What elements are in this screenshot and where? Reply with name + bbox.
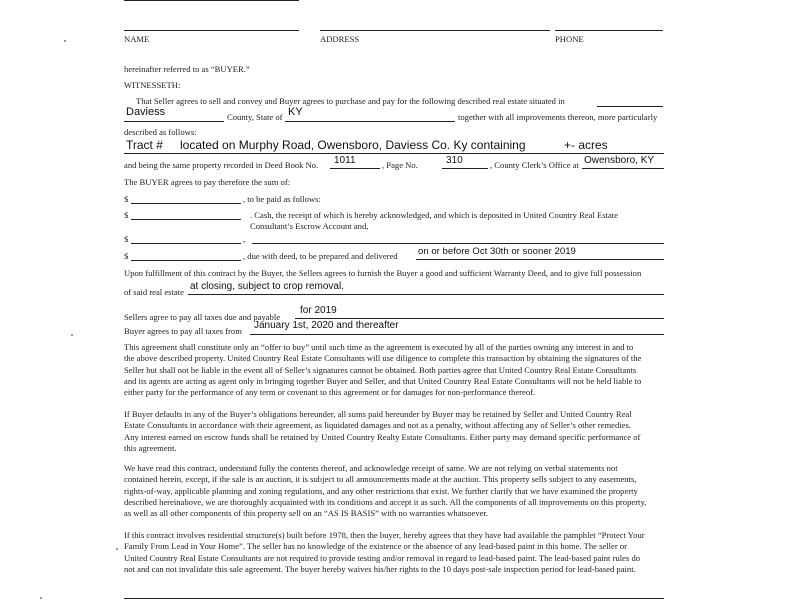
page-label: , Page No. [382, 160, 418, 170]
deed-text: and being the same property recorded in Deed Book No. [124, 160, 319, 170]
due-text: , due with deed, to be prepared and delivered [243, 251, 398, 261]
scan-speck [40, 597, 42, 599]
page-line [442, 168, 488, 169]
tract-value: Tract # [126, 138, 163, 152]
deed-book-line [330, 168, 380, 169]
dollar-sign-1: $ [124, 194, 129, 204]
phone-line [555, 30, 663, 31]
deed-book-value: 1011 [334, 155, 356, 166]
bottom-line [124, 598, 664, 599]
acres-value: +- acres [564, 138, 608, 152]
name-line [124, 0, 299, 1]
acknowledgement-line: We have read this contract, understand fully the contents thereof, and acknowledge receipt of same. We are not relying on verbal statements not [124, 463, 618, 473]
acknowledgement-line: described hereinabove, we are thoroughly acquainted with its conditions and accept it as such. All the components of all improvements on this property, [124, 496, 647, 507]
default-paragraph [124, 409, 640, 454]
clerk-label: , County Clerk’s Office at [490, 160, 579, 170]
county-line [124, 121, 224, 122]
dollar-sign-4: $ [124, 251, 129, 261]
acknowledgement-line: as well as all other components of this property sell on an “AS IS BASIS” with no warranties whatsoever. [124, 508, 488, 519]
cash-text-1: . Cash, the receipt of which is hereby acknowledged, and which is deposited in United Country Real Estate [250, 210, 619, 220]
sum-line [131, 203, 241, 204]
offer-line: and its agents are acting as agent only in bringing together Buyer and Seller, and that United Country Real Estate Consultants will not be held liable to [124, 375, 642, 386]
address-line [320, 30, 550, 31]
cash-text-2: Consultant’s Escrow Account and, [250, 221, 369, 231]
default-line: Any interest earned on escrow funds shall be retained by United Country Realty Estate Consultants. Either party may demand specific performance of [124, 431, 641, 442]
offer-paragraph [124, 342, 641, 398]
name-signature-line [124, 30, 299, 31]
acknowledgement-line: rights-of-way, applicable planning and zoning regulations, and any other restrictions that exist. We further clarify that we have examined the property [124, 485, 638, 496]
comma-3: , [243, 234, 246, 244]
default-line: Estate Consultants in accordance with their agreement, as liquidated damages and not as a penalty, without affecting any of Seller’s other remedies. [124, 420, 631, 431]
default-line: this agreement. [124, 442, 177, 453]
description-line-3 [252, 243, 664, 244]
possession-line [188, 294, 664, 295]
clerk-line [582, 168, 664, 169]
offer-line: This agreement shall constitute only an “offer to buy” until such time as the agreement is executed by all of the parties owning any interest in and to [124, 342, 634, 352]
possession-text: Upon fulfillment of this contract by the Buyer, the Sellers agrees to furnish the Buyer a good and sufficient Warranty Deed, and to give full possession [124, 268, 642, 278]
together-text: together with all improvements thereon, more particularly [458, 112, 658, 122]
described-label: described as follows: [124, 127, 197, 137]
buyer-agrees-text: The BUYER agrees to pay therefore the sum of: [124, 177, 291, 187]
state-line [285, 121, 455, 122]
lead-paint-line: United Country Real Estate Consultants are not required to provide testing and/or removal in regard to lead-based paint. The lead-based paint rules do [124, 552, 641, 563]
clerk-value: Owensboro, KY [584, 155, 655, 166]
lead-paint-line: not and can not invalidate this sale agreement. The buyer hereby waives his/her rights to the 10 days post-sale inspection period for lead-based paint. [124, 563, 636, 574]
name-label: NAME [124, 34, 150, 44]
scan-speck [116, 548, 118, 550]
possession-label: of said real estate [124, 287, 184, 297]
dollar-sign-2: $ [124, 210, 129, 220]
offer-line: Seller but shall not be liable in the event all of Seller’s signatures cannot be obtained. Both parties agree that United Country Real Estate Consultants [124, 364, 637, 375]
amount-line-4 [131, 260, 241, 261]
lead-paint-line: Family From Lead in Your Home”. The seller has no knowledge of the existence or the absence of any lead-based paint in this home. The seller or [124, 541, 627, 552]
buyer-reference: hereinafter referred to as “BUYER.” [124, 64, 250, 74]
scan-speck [64, 40, 66, 42]
amount-line-3 [131, 243, 241, 244]
scan-speck [71, 334, 73, 336]
buyer-taxes-line [250, 334, 664, 335]
county-label: County, State of [227, 112, 283, 122]
cash-line [131, 219, 241, 220]
due-line [416, 259, 664, 260]
agreement-intro: That Seller agrees to sell and convey and Buyer agrees to purchase and pay for the following described real estate situated in [136, 96, 565, 106]
page-value: 310 [446, 155, 463, 166]
sellers-taxes-label: Sellers agree to pay all taxes due and payable [124, 312, 281, 322]
paid-as-follows: , to be paid as follows: [243, 194, 321, 204]
witnesseth-heading: WITNESSETH: [124, 80, 181, 90]
possession-value: at closing, subject to crop removal. [190, 281, 344, 292]
dollar-sign-3: $ [124, 234, 129, 244]
lead-paint-line: If this contract involves residential structure(s) built before 1978, then the buyer, hereby agrees that they have had available the pamphlet “Protect Your [124, 530, 645, 540]
offer-line: the above described property. United Country Real Estate Consultants will use diligence to complete this transaction by obtaining the signatures of the [124, 353, 642, 364]
buyer-taxes-label: Buyer agrees to pay all taxes from [124, 326, 242, 336]
situated-blank [597, 106, 663, 107]
default-line: If Buyer defaults in any of the Buyer’s obligations hereunder, all sums paid hereunder by Buyer may be retained by Seller and United Country Real [124, 409, 632, 419]
offer-line: either party for the performance of any term or covenant to this agreement or for damages for non-performance thereof. [124, 387, 536, 398]
location-value: located on Murphy Road, Owensboro, Daviess Co. Ky containing [180, 138, 526, 152]
acknowledgement-line: contained herein, except, if the sale is an auction, it is subject to all announcements made at the auction. This property sells subject to any easements, [124, 474, 637, 485]
phone-label: PHONE [555, 34, 584, 44]
tract-line [124, 153, 664, 154]
county-value: Daviess [126, 106, 166, 118]
sellers-taxes-line [295, 318, 664, 319]
buyer-taxes-value: January 1st, 2020 and thereafter [254, 320, 399, 331]
due-value: on or before Oct 30th or sooner 2019 [418, 246, 576, 257]
acknowledgement-paragraph [124, 463, 646, 519]
address-label: ADDRESS [320, 34, 360, 44]
lead-paint-paragraph [124, 530, 645, 575]
sellers-taxes-value: for 2019 [300, 305, 337, 316]
state-value: KY [288, 106, 303, 118]
